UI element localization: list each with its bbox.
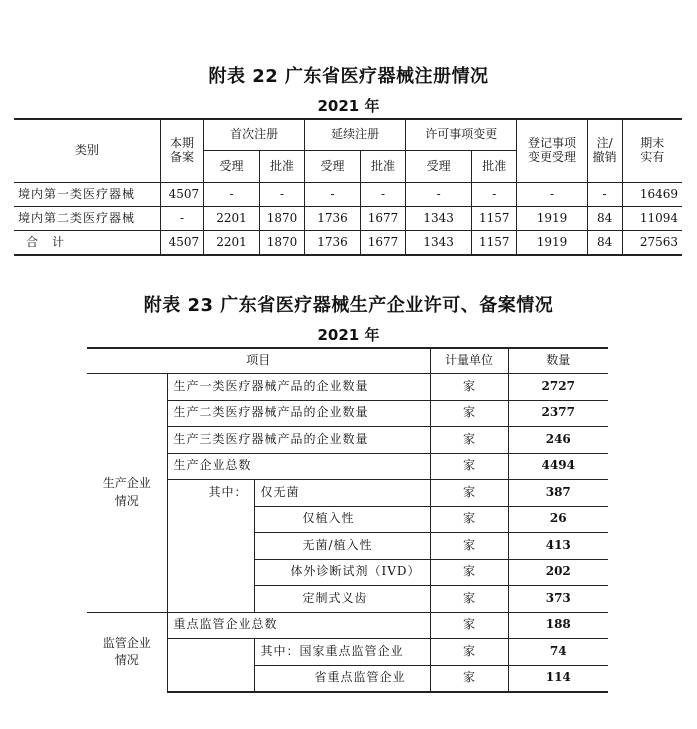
row-label: 仅无菌: [254, 480, 430, 507]
header-category: 类别: [14, 119, 160, 183]
row-label: 体外诊断试剂（IVD）: [254, 559, 430, 586]
table-row-total: [14, 231, 682, 256]
cell-value: 4494: [508, 453, 608, 480]
cell-value: 373: [508, 586, 608, 613]
cell-unit: 家: [430, 374, 508, 401]
cell-permit-accept: -: [406, 183, 472, 207]
row-label: 生产三类医疗器械产品的企业数量: [167, 427, 430, 454]
row-label: 定制式义齿: [254, 586, 430, 613]
cell-permit-approve: -: [472, 183, 517, 207]
cell-value: 387: [508, 480, 608, 507]
row-category: 境内第一类医疗器械: [14, 183, 160, 207]
header-accept: 受理: [406, 151, 472, 183]
table-row: [87, 374, 608, 401]
header-period-end: 期末 实有: [622, 119, 682, 183]
cell-value: 188: [508, 612, 608, 639]
cell-unit: 家: [430, 559, 508, 586]
row-category: 合计: [14, 231, 160, 256]
group-production: 生产企业 情况: [87, 374, 167, 613]
cell-first-accept: 2201: [204, 231, 260, 256]
cell-unit: 家: [430, 506, 508, 533]
cell-unit: 家: [430, 400, 508, 427]
table22-year: 2021 年: [317, 97, 380, 115]
cell-cancel: 84: [587, 231, 622, 256]
row-label: 生产一类医疗器械产品的企业数量: [167, 374, 430, 401]
cell-value: 2727: [508, 374, 608, 401]
table23-title: 附表 23 广东省医疗器械生产企业许可、备案情况: [143, 295, 554, 316]
cell-unit: 家: [430, 612, 508, 639]
cell-filing: 4507: [160, 183, 203, 207]
header-unit: 计量单位: [430, 348, 508, 374]
cell-unit: 家: [430, 480, 508, 507]
header-item: 项目: [87, 348, 430, 374]
cell-value: 26: [508, 506, 608, 533]
cell-first-approve: 1870: [259, 207, 304, 231]
row-label: 无菌/植入性: [254, 533, 430, 560]
cell-renew-approve: 1677: [360, 231, 405, 256]
cell-end: 27563: [622, 231, 682, 256]
header-permit-change: 许可事项变更: [406, 119, 517, 151]
table-row: [14, 207, 682, 231]
table-row: [87, 612, 608, 639]
cell-permit-approve: 1157: [472, 231, 517, 256]
cell-value: 74: [508, 639, 608, 666]
production-enterprise-table: [87, 347, 608, 693]
cell-unit: 家: [430, 639, 508, 666]
cell-first-accept: 2201: [204, 207, 260, 231]
cell-cancel: -: [587, 183, 622, 207]
header-renewal-registration: 延续注册: [305, 119, 406, 151]
cell-permit-approve: 1157: [472, 207, 517, 231]
cell-permit-accept: 1343: [406, 231, 472, 256]
header-approve: 批准: [259, 151, 304, 183]
cell-first-accept: -: [204, 183, 260, 207]
cell-unit: 家: [430, 665, 508, 692]
cell-renew-approve: 1677: [360, 207, 405, 231]
cell-end: 16469: [622, 183, 682, 207]
header-accept: 受理: [305, 151, 361, 183]
cell-unit: 家: [430, 533, 508, 560]
cell-filing: -: [160, 207, 203, 231]
cell-unit: 家: [430, 453, 508, 480]
cell-record: -: [517, 183, 587, 207]
cell-value: 202: [508, 559, 608, 586]
row-label: 仅植入性: [254, 506, 430, 533]
cell-value: 246: [508, 427, 608, 454]
table23-year: 2021 年: [317, 326, 380, 344]
registration-table: [14, 118, 682, 256]
row-category: 境内第二类医疗器械: [14, 207, 160, 231]
cell-end: 11094: [622, 207, 682, 231]
row-label-text: 国家重点监管企业: [299, 643, 404, 658]
table-row: [14, 183, 682, 207]
header-approve: 批准: [360, 151, 405, 183]
of-which-label: 其中：: [260, 643, 300, 658]
cell-renew-approve: -: [360, 183, 405, 207]
cell-permit-accept: 1343: [406, 207, 472, 231]
header-first-registration: 首次注册: [204, 119, 305, 151]
cell-cancel: 84: [587, 207, 622, 231]
cell-first-approve: -: [259, 183, 304, 207]
row-label: 省重点监管企业: [254, 665, 430, 692]
table22-title: 附表 22 广东省医疗器械注册情况: [208, 66, 489, 87]
cell-value: 413: [508, 533, 608, 560]
row-label: [254, 639, 430, 666]
cell-unit: 家: [430, 586, 508, 613]
header-record-change: 登记事项 变更受理: [517, 119, 587, 183]
cell-value: 2377: [508, 400, 608, 427]
cell-filing: 4507: [160, 231, 203, 256]
row-label: 重点监管企业总数: [167, 612, 430, 639]
cell-value: 114: [508, 665, 608, 692]
cell-renew-accept: -: [305, 183, 361, 207]
group-supervision: 监管企业 情况: [87, 612, 167, 692]
header-current-filing: 本期 备案: [160, 119, 203, 183]
header-accept: 受理: [204, 151, 260, 183]
cell-renew-accept: 1736: [305, 207, 361, 231]
cell-record: 1919: [517, 207, 587, 231]
row-label: 生产二类医疗器械产品的企业数量: [167, 400, 430, 427]
cell-unit: 家: [430, 427, 508, 454]
row-label: 生产企业总数: [167, 453, 430, 480]
header-approve: 批准: [472, 151, 517, 183]
header-count: 数量: [508, 348, 608, 374]
cell-renew-accept: 1736: [305, 231, 361, 256]
header-cancel: 注/ 撤销: [587, 119, 622, 183]
cell-first-approve: 1870: [259, 231, 304, 256]
cell-record: 1919: [517, 231, 587, 256]
of-which-label: 其中：: [167, 480, 254, 507]
